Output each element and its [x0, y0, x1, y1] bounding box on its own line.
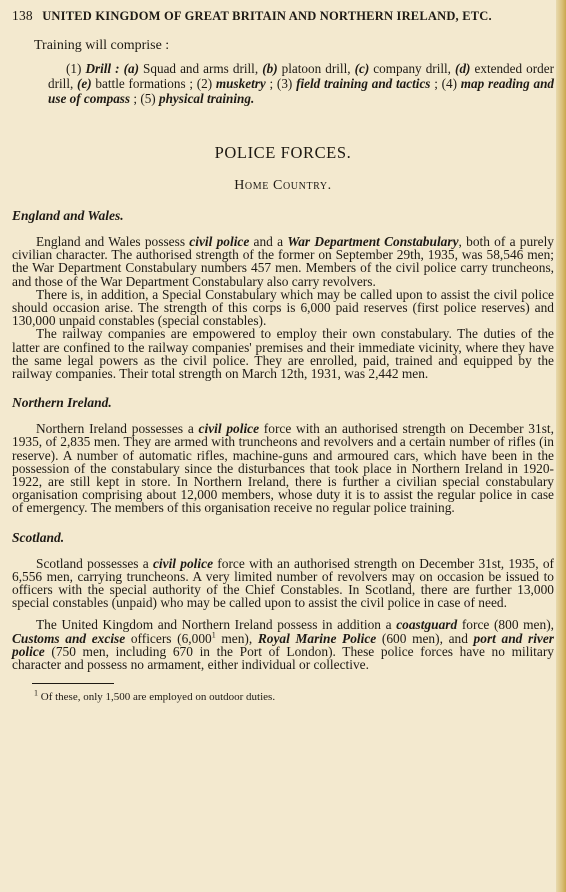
- training-heading: Training will comprise :: [34, 38, 170, 53]
- running-head: [12, 8, 554, 24]
- footnote-text: Of these, only 1,500 are employed on outdoor duties.: [40, 691, 276, 704]
- paragraph-england-1: England and Wales possess civil police and a War Department Constabulary, both of a purely civilian character. The authorised strength of the former on September 29th, 1935, was 58,546 men; the War Department Constabulary numbers 457 men. Members of the civil police carry truncheons, and those of the War Department Constabulary also carry revolvers.: [12, 234, 554, 289]
- section-subtitle: Home Country.: [234, 178, 332, 193]
- page-content: [12, 8, 554, 703]
- page-edge: [556, 0, 566, 892]
- training-list: (1) Drill : (a) Squad and arms drill, (b) platoon drill, (c) company drill, (d) extended order drill, (e) battle formations ; (2) musketry ; (3) field training and tactics ; (4) map reading and use of compass ; (5) physical training.: [48, 61, 554, 106]
- paragraph-england-3: The railway companies are empowered to employ their own constabulary. The duties of the latter are confined to the railway companies' premises and their immediate vicinity, where they have the same legal powers as the civil police. They are enrolled, paid, trained and equipped by the railway companies. Their total strength on March 12th, 1931, was 2,442 men.: [12, 326, 554, 382]
- paragraph-england-2: There is, in addition, a Special Constabulary which may be called upon to assist the civil police should occasion arise. The strength of this corps is 6,000 paid reserves (first police reserves) and 130,000 unpaid constables (special constables).: [12, 286, 554, 329]
- region-heading-england: England and Wales.: [12, 208, 124, 223]
- page-number: 138: [12, 8, 33, 23]
- footnote-marker: 1: [34, 688, 38, 698]
- section-title: POLICE FORCES.: [214, 143, 352, 162]
- paragraph-northern-ireland-1: Northern Ireland possesses a civil police force with an authorised strength on December 31st, 1935, of 2,835 men. They are armed with truncheons and revolvers and a certain number of rifles (in reserve). A number of automatic rifles, machine-guns and armoured cars, which have been in the possession of the constabulary since the disturbances that took place in Northern Ireland in 1920-1922, are still kept in store. In Northern Ireland, there is further a civilian special constabulary organisation comprising about 12,000 members, whose duty it is to assist the regular police in case of emergency. The members of this organisation receive no regular police training.: [12, 421, 554, 516]
- region-heading-scotland: Scotland.: [12, 529, 65, 545]
- footnote: [34, 688, 554, 704]
- region-heading-northern-ireland: Northern Ireland.: [12, 395, 112, 411]
- footnote-rule: [32, 683, 114, 684]
- running-head-title: UNITED KINGDOM OF GREAT BRITAIN AND NORTHERN IRELAND, ETC.: [42, 9, 492, 23]
- paragraph-scotland-2: The United Kingdom and Northern Ireland possess in addition a coastguard force (800 men), Customs and excise officers (6,000$^1$ men), Royal Marine Police (600 men), and port and river police (750 men, including 670 in the Port of London). These police forces have no military character and possess no armament, either individual or collective.: [12, 617, 555, 673]
- paragraph-scotland-1: Scotland possesses a civil police force with an authorised strength on December 31st, 1935, of 6,556 men, carrying truncheons. A very limited number of revolvers may on occasion be issued to officers with the special authority of the Chief Constables. In Scotland, there are further 13,000 special constables (unpaid) who may be called upon to assist the civil police in case of need.: [12, 555, 554, 611]
